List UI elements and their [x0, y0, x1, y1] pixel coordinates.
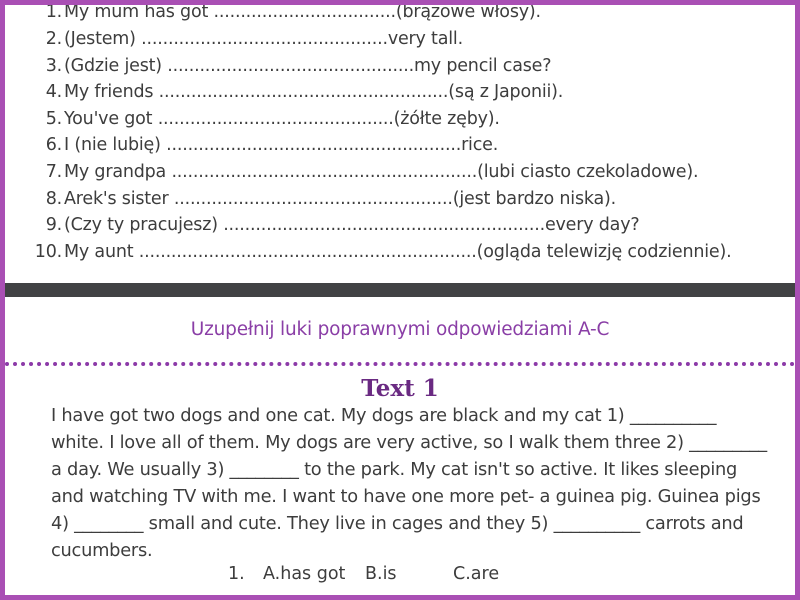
item-number: 3.: [45, 56, 62, 76]
item-number: 7.: [45, 162, 62, 182]
exercise-item: [5, 162, 698, 188]
option-b: B.is: [365, 564, 397, 584]
exercise-item: [5, 242, 732, 268]
passage-line: I have got two dogs and one cat. My dogs are black and my cat 1) __________: [51, 405, 717, 426]
item-number: 5.: [45, 109, 62, 129]
item-text: My aunt ...............................................................(ogląda telewizję codziennie).: [64, 242, 732, 262]
item-text: (Gdzie jest) ..............................................my pencil case?: [64, 56, 552, 76]
exercise-item: [5, 109, 500, 135]
item-text: (Czy ty pracujesz) ............................................................every day?: [64, 215, 640, 235]
exercise-item: [5, 56, 551, 82]
item-text: Arek's sister ....................................................(jest bardzo niska).: [64, 189, 617, 209]
item-text: My friends ......................................................(są z Japonii).: [64, 82, 564, 102]
exercise-item: [5, 29, 463, 55]
option-c: C.are: [453, 564, 500, 584]
item-number: 10.: [34, 242, 62, 262]
dotted-separator: [5, 362, 795, 366]
item-number: 2.: [45, 29, 62, 49]
item-number: 8.: [45, 189, 62, 209]
item-text: I (nie lubię) .......................................................rice.: [64, 135, 499, 155]
passage-line: a day. We usually 3) ________ to the park. My cat isn't so active. It likes sleeping: [51, 459, 738, 480]
exercise-item: [5, 215, 639, 241]
item-number: 9.: [45, 215, 62, 235]
text1-section: [5, 369, 795, 595]
item-number: 4.: [45, 82, 62, 102]
passage-line: cucumbers.: [51, 540, 153, 561]
passage-line: white. I love all of them. My dogs are very active, so I walk them three 2) _________: [51, 432, 767, 453]
passage-line: 4) ________ small and cute. They live in cages and they 5) __________ carrots and: [51, 513, 744, 534]
exercise-item: [5, 135, 498, 161]
exercise-item: [5, 82, 563, 108]
option-a: A.has got: [263, 564, 346, 584]
item-text: My mum has got ..................................(brązowe włosy).: [64, 2, 541, 22]
exercise-item: [5, 2, 541, 28]
exercise-item: [5, 189, 616, 215]
passage-line: and watching TV with me. I want to have one more pet- a guinea pig. Guinea pigs: [51, 486, 761, 507]
item-text: You've got ............................................(żółte zęby).: [64, 109, 500, 129]
item-number: 6.: [45, 135, 62, 155]
item-text: My grandpa .........................................................(lubi ciasto czekoladowe).: [64, 162, 699, 182]
item-text: (Jestem) ..............................................very tall.: [64, 29, 463, 49]
instruction-section: [5, 297, 795, 365]
text-title: Text 1: [361, 375, 439, 402]
exercise-section: [5, 0, 795, 283]
option-number: 1.: [228, 564, 245, 584]
section-divider: [5, 283, 795, 297]
item-number: 1.: [45, 2, 62, 22]
instruction-text: Uzupełnij luki poprawnymi odpowiedziami A-C: [190, 319, 610, 340]
